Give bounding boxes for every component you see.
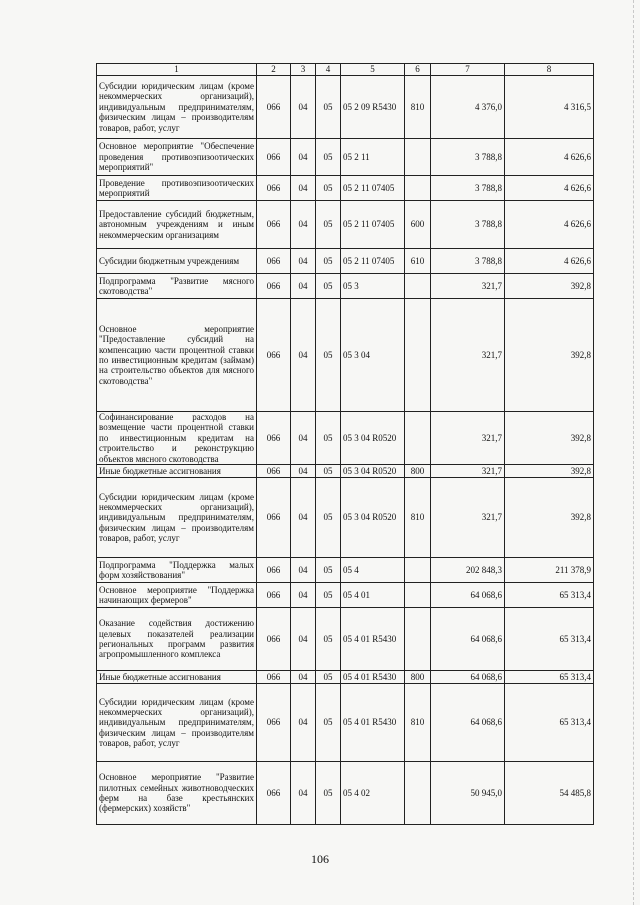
cell-amount-year1: 321,7 xyxy=(431,299,505,412)
header-cell: 6 xyxy=(405,64,431,76)
cell-subsection: 05 xyxy=(316,299,341,412)
cell-expense-type: 800 xyxy=(405,671,431,684)
row-name: Субсидии юридическим лицам (кроме некоммерческих организаций), индивидуальным предпринимателям, физическим лицам – производителям товаров, работ, услуг xyxy=(97,684,257,762)
cell-expense-type xyxy=(405,583,431,608)
cell-target-article: 05 2 11 07405 xyxy=(341,201,405,249)
cell-ministry-code: 066 xyxy=(257,558,291,583)
cell-ministry-code: 066 xyxy=(257,299,291,412)
table-row xyxy=(97,201,594,249)
cell-section: 04 xyxy=(291,299,316,412)
table-row xyxy=(97,412,594,465)
row-name: Основное мероприятие "Развитие пилотных семейных животноводческих ферм на базе крестьянских (фермерских) хозяйств" xyxy=(97,762,257,825)
cell-amount-year2: 65 313,4 xyxy=(505,608,594,671)
cell-target-article: 05 3 xyxy=(341,274,405,299)
row-name: Проведение противоэпизоотических мероприятий xyxy=(97,176,257,201)
cell-subsection: 05 xyxy=(316,412,341,465)
cell-ministry-code: 066 xyxy=(257,478,291,558)
cell-amount-year2: 65 313,4 xyxy=(505,583,594,608)
cell-amount-year2: 392,8 xyxy=(505,478,594,558)
cell-amount-year1: 321,7 xyxy=(431,478,505,558)
row-name: Софинансирование расходов на возмещение части процентной ставки по инвестиционным кредитам на строительство и реконструкцию объектов мясного скотоводства xyxy=(97,412,257,465)
row-name: Подпрограмма "Развитие мясного скотоводства" xyxy=(97,274,257,299)
cell-section: 04 xyxy=(291,465,316,478)
cell-expense-type xyxy=(405,558,431,583)
cell-section: 04 xyxy=(291,478,316,558)
cell-amount-year1: 3 788,8 xyxy=(431,139,505,176)
cell-subsection: 05 xyxy=(316,465,341,478)
cell-amount-year1: 202 848,3 xyxy=(431,558,505,583)
cell-amount-year2: 54 485,8 xyxy=(505,762,594,825)
row-name: Иные бюджетные ассигнования xyxy=(97,671,257,684)
cell-amount-year2: 4 626,6 xyxy=(505,249,594,274)
row-name: Подпрограмма "Поддержка малых форм хозяйствования" xyxy=(97,558,257,583)
cell-amount-year2: 392,8 xyxy=(505,274,594,299)
cell-subsection: 05 xyxy=(316,76,341,139)
scan-edge-line xyxy=(633,0,634,905)
row-name: Оказание содействия достижению целевых показателей реализации региональных программ развития агропромышленного комплекса xyxy=(97,608,257,671)
table-row xyxy=(97,249,594,274)
cell-amount-year2: 4 626,6 xyxy=(505,201,594,249)
cell-amount-year2: 211 378,9 xyxy=(505,558,594,583)
row-name: Основное мероприятие "Обеспечение проведения противоэпизоотических мероприятий" xyxy=(97,139,257,176)
cell-expense-type xyxy=(405,274,431,299)
table-row xyxy=(97,608,594,671)
cell-section: 04 xyxy=(291,249,316,274)
cell-target-article: 05 4 02 xyxy=(341,762,405,825)
cell-target-article: 05 2 11 xyxy=(341,139,405,176)
header-cell: 2 xyxy=(257,64,291,76)
cell-amount-year1: 321,7 xyxy=(431,465,505,478)
cell-amount-year2: 4 316,5 xyxy=(505,76,594,139)
cell-target-article: 05 3 04 xyxy=(341,299,405,412)
cell-target-article: 05 2 09 R5430 xyxy=(341,76,405,139)
cell-section: 04 xyxy=(291,583,316,608)
table-row xyxy=(97,671,594,684)
cell-subsection: 05 xyxy=(316,176,341,201)
cell-target-article: 05 4 01 R5430 xyxy=(341,684,405,762)
cell-amount-year1: 64 068,6 xyxy=(431,583,505,608)
cell-amount-year1: 50 945,0 xyxy=(431,762,505,825)
cell-amount-year1: 321,7 xyxy=(431,412,505,465)
cell-expense-type xyxy=(405,762,431,825)
cell-amount-year1: 4 376,0 xyxy=(431,76,505,139)
page-number: 106 xyxy=(311,852,329,866)
cell-expense-type xyxy=(405,139,431,176)
cell-section: 04 xyxy=(291,684,316,762)
cell-target-article: 05 4 01 R5430 xyxy=(341,671,405,684)
cell-target-article: 05 2 11 07405 xyxy=(341,249,405,274)
cell-amount-year1: 3 788,8 xyxy=(431,201,505,249)
cell-expense-type: 600 xyxy=(405,201,431,249)
cell-subsection: 05 xyxy=(316,274,341,299)
cell-section: 04 xyxy=(291,558,316,583)
cell-section: 04 xyxy=(291,176,316,201)
cell-subsection: 05 xyxy=(316,201,341,249)
cell-section: 04 xyxy=(291,671,316,684)
row-name: Субсидии юридическим лицам (кроме некоммерческих организаций), индивидуальным предпринимателям, физическим лицам – производителям товаров, работ, услуг xyxy=(97,478,257,558)
cell-target-article: 05 4 xyxy=(341,558,405,583)
cell-subsection: 05 xyxy=(316,762,341,825)
cell-target-article: 05 3 04 R0520 xyxy=(341,412,405,465)
cell-amount-year1: 321,7 xyxy=(431,274,505,299)
cell-subsection: 05 xyxy=(316,478,341,558)
row-name: Субсидии юридическим лицам (кроме некоммерческих организаций), индивидуальным предпринимателям, физическим лицам – производителям товаров, работ, услуг xyxy=(97,76,257,139)
cell-expense-type xyxy=(405,608,431,671)
cell-amount-year2: 65 313,4 xyxy=(505,684,594,762)
cell-ministry-code: 066 xyxy=(257,76,291,139)
cell-amount-year2: 392,8 xyxy=(505,465,594,478)
cell-amount-year2: 392,8 xyxy=(505,412,594,465)
cell-expense-type xyxy=(405,299,431,412)
table-row xyxy=(97,176,594,201)
cell-subsection: 05 xyxy=(316,671,341,684)
cell-subsection: 05 xyxy=(316,249,341,274)
cell-section: 04 xyxy=(291,608,316,671)
table-row xyxy=(97,465,594,478)
cell-ministry-code: 066 xyxy=(257,412,291,465)
cell-expense-type xyxy=(405,412,431,465)
cell-ministry-code: 066 xyxy=(257,139,291,176)
cell-ministry-code: 066 xyxy=(257,465,291,478)
cell-expense-type: 810 xyxy=(405,684,431,762)
cell-amount-year2: 65 313,4 xyxy=(505,671,594,684)
row-name: Основное мероприятие "Поддержка начинающих фермеров" xyxy=(97,583,257,608)
cell-section: 04 xyxy=(291,76,316,139)
cell-target-article: 05 4 01 xyxy=(341,583,405,608)
cell-subsection: 05 xyxy=(316,558,341,583)
cell-expense-type xyxy=(405,176,431,201)
cell-section: 04 xyxy=(291,139,316,176)
table-row xyxy=(97,299,594,412)
table-row xyxy=(97,762,594,825)
cell-target-article: 05 3 04 R0520 xyxy=(341,478,405,558)
header-cell: 4 xyxy=(316,64,341,76)
cell-section: 04 xyxy=(291,762,316,825)
table-row xyxy=(97,583,594,608)
cell-amount-year1: 64 068,6 xyxy=(431,671,505,684)
budget-table xyxy=(96,63,594,825)
cell-subsection: 05 xyxy=(316,608,341,671)
cell-subsection: 05 xyxy=(316,139,341,176)
cell-amount-year1: 64 068,6 xyxy=(431,608,505,671)
table-row xyxy=(97,76,594,139)
cell-expense-type: 610 xyxy=(405,249,431,274)
header-cell: 3 xyxy=(291,64,316,76)
cell-amount-year1: 3 788,8 xyxy=(431,249,505,274)
cell-section: 04 xyxy=(291,274,316,299)
row-name: Предоставление субсидий бюджетным, автономным учреждениям и иным некоммерческим организациям xyxy=(97,201,257,249)
cell-target-article: 05 4 01 R5430 xyxy=(341,608,405,671)
cell-amount-year1: 64 068,6 xyxy=(431,684,505,762)
row-name: Основное мероприятие "Предоставление субсидий на компенсацию части процентной ставки по инвестиционным кредитам (займам) на строительство объектов для мясного скотоводства" xyxy=(97,299,257,412)
table-row xyxy=(97,274,594,299)
cell-ministry-code: 066 xyxy=(257,176,291,201)
cell-expense-type: 810 xyxy=(405,478,431,558)
cell-ministry-code: 066 xyxy=(257,249,291,274)
header-cell: 7 xyxy=(431,64,505,76)
cell-target-article: 05 2 11 07405 xyxy=(341,176,405,201)
header-cell: 5 xyxy=(341,64,405,76)
cell-ministry-code: 066 xyxy=(257,684,291,762)
cell-subsection: 05 xyxy=(316,583,341,608)
table-row xyxy=(97,139,594,176)
cell-ministry-code: 066 xyxy=(257,201,291,249)
cell-expense-type: 810 xyxy=(405,76,431,139)
cell-ministry-code: 066 xyxy=(257,608,291,671)
cell-section: 04 xyxy=(291,201,316,249)
cell-ministry-code: 066 xyxy=(257,762,291,825)
cell-expense-type: 800 xyxy=(405,465,431,478)
row-name: Субсидии бюджетным учреждениям xyxy=(97,249,257,274)
table-row xyxy=(97,478,594,558)
cell-ministry-code: 066 xyxy=(257,671,291,684)
cell-amount-year2: 4 626,6 xyxy=(505,176,594,201)
header-cell: 1 xyxy=(97,64,257,76)
table-row xyxy=(97,558,594,583)
table-row xyxy=(97,684,594,762)
table-header-row xyxy=(97,64,594,76)
cell-ministry-code: 066 xyxy=(257,274,291,299)
cell-subsection: 05 xyxy=(316,684,341,762)
cell-amount-year1: 3 788,8 xyxy=(431,176,505,201)
row-name: Иные бюджетные ассигнования xyxy=(97,465,257,478)
cell-amount-year2: 392,8 xyxy=(505,299,594,412)
header-cell: 8 xyxy=(505,64,594,76)
cell-section: 04 xyxy=(291,412,316,465)
cell-target-article: 05 3 04 R0520 xyxy=(341,465,405,478)
cell-amount-year2: 4 626,6 xyxy=(505,139,594,176)
cell-ministry-code: 066 xyxy=(257,583,291,608)
